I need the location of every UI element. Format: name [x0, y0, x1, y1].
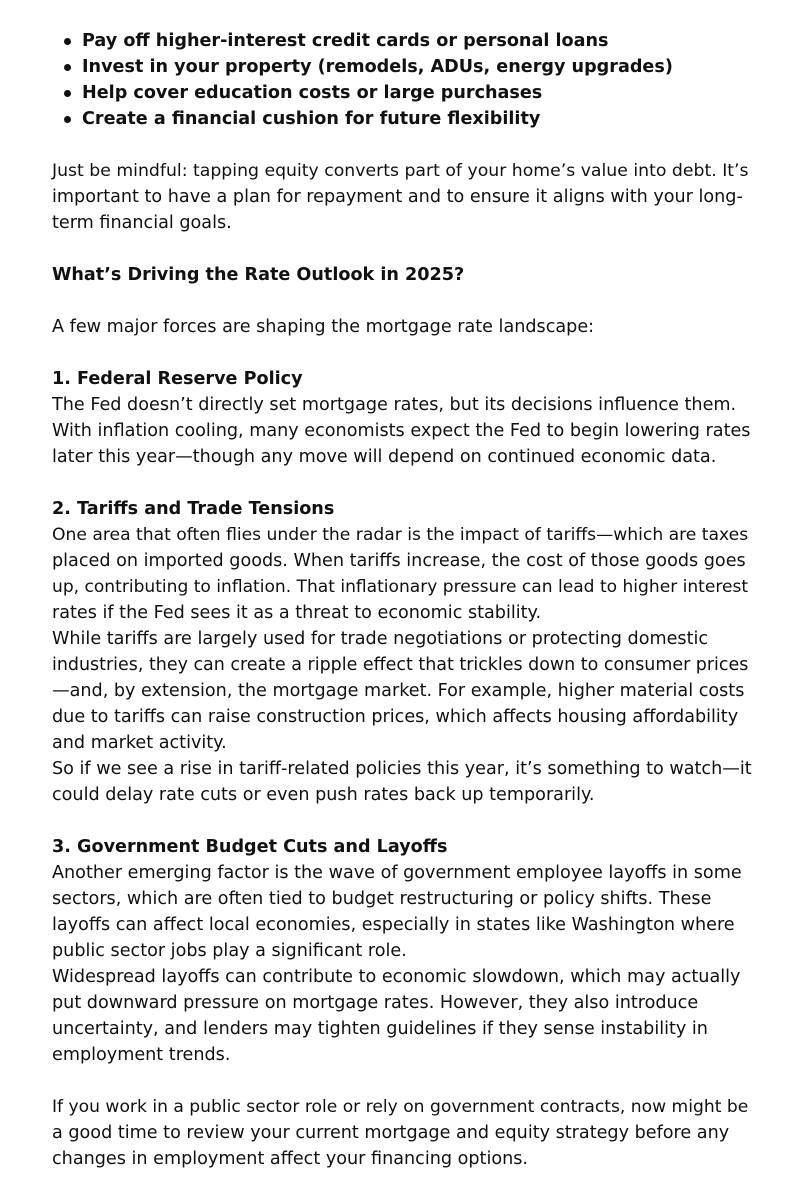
paragraph-line: Another emerging factor is the wave of government employee layoffs in some — [52, 863, 742, 883]
spacer — [52, 288, 752, 314]
forces-intro: A few major forces are shaping the mortgage rate landscape: — [52, 317, 595, 337]
paragraph-line: sectors, which are often tied to budget restructuring or policy shifts. These — [52, 889, 712, 909]
paragraph-line: industries, they can create a ripple effect that trickles down to consumer prices — [52, 655, 749, 675]
paragraph-line: rates if the Fed sees it as a threat to economic stability. — [52, 603, 542, 623]
list-item: Help cover education costs or large purchases — [82, 80, 752, 106]
paragraph-line: —and, by extension, the mortgage market. For example, higher material costs — [52, 681, 745, 701]
mindful-paragraph — [52, 158, 752, 236]
section-federal-reserve — [52, 366, 752, 470]
spacer — [52, 808, 752, 834]
paragraph-line: a good time to review your current mortgage and equity strategy before any — [52, 1123, 730, 1143]
spacer — [52, 132, 752, 158]
paragraph-line: employment trends. — [52, 1045, 231, 1065]
paragraph-line: due to tariffs can raise construction prices, which affects housing affordability — [52, 707, 739, 727]
list-item: Create a financial cushion for future flexibility — [82, 106, 752, 132]
paragraph-line: term financial goals. — [52, 213, 232, 233]
outlook-heading: What’s Driving the Rate Outlook in 2025? — [52, 265, 465, 285]
paragraph-line: placed on imported goods. When tariffs increase, the cost of those goods goes — [52, 551, 746, 571]
paragraph-line: While tariffs are largely used for trade negotiations or protecting domestic — [52, 629, 709, 649]
paragraph-line: could delay rate cuts or even push rates back up temporarily. — [52, 785, 595, 805]
list-item: Invest in your property (remodels, ADUs, energy upgrades) — [82, 54, 752, 80]
paragraph-line: put downward pressure on mortgage rates. However, they also introduce — [52, 993, 699, 1013]
spacer — [52, 236, 752, 262]
paragraph-line: up, contributing to inflation. That inflationary pressure can lead to higher interest — [52, 577, 749, 597]
paragraph-line: public sector jobs play a significant role. — [52, 941, 407, 961]
paragraph-line: Just be mindful: tapping equity converts part of your home’s value into debt. It’s — [52, 161, 749, 181]
paragraph-line: and market activity. — [52, 733, 227, 753]
paragraph-line: changes in employment affect your financing options. — [52, 1149, 529, 1169]
equity-uses-list — [52, 28, 752, 132]
paragraph-line: important to have a plan for repayment and to ensure it aligns with your long- — [52, 187, 743, 207]
paragraph-line: layoffs can affect local economies, especially in states like Washington where — [52, 915, 735, 935]
closing-paragraph — [52, 1094, 752, 1172]
section-tariffs — [52, 496, 752, 808]
paragraph-line: uncertainty, and lenders may tighten guidelines if they sense instability in — [52, 1019, 708, 1039]
paragraph-line: later this year—though any move will depend on continued economic data. — [52, 447, 717, 467]
section-heading: 1. Federal Reserve Policy — [52, 369, 303, 389]
spacer — [52, 470, 752, 496]
spacer — [52, 340, 752, 366]
paragraph-line: Widespread layoffs can contribute to economic slowdown, which may actually — [52, 967, 741, 987]
section-budget-cuts — [52, 834, 752, 1068]
spacer — [52, 1068, 752, 1094]
section-heading: 3. Government Budget Cuts and Layoffs — [52, 837, 448, 857]
paragraph-line: One area that often flies under the radar is the impact of tariffs—which are taxes — [52, 525, 749, 545]
paragraph-line: So if we see a rise in tariff-related policies this year, it’s something to watch—it — [52, 759, 752, 779]
section-heading: 2. Tariffs and Trade Tensions — [52, 499, 335, 519]
list-item: Pay off higher-interest credit cards or personal loans — [82, 28, 752, 54]
paragraph-line: The Fed doesn’t directly set mortgage rates, but its decisions influence them. — [52, 395, 737, 415]
paragraph-line: With inflation cooling, many economists expect the Fed to begin lowering rates — [52, 421, 751, 441]
paragraph-line: If you work in a public sector role or rely on government contracts, now might be — [52, 1097, 749, 1117]
